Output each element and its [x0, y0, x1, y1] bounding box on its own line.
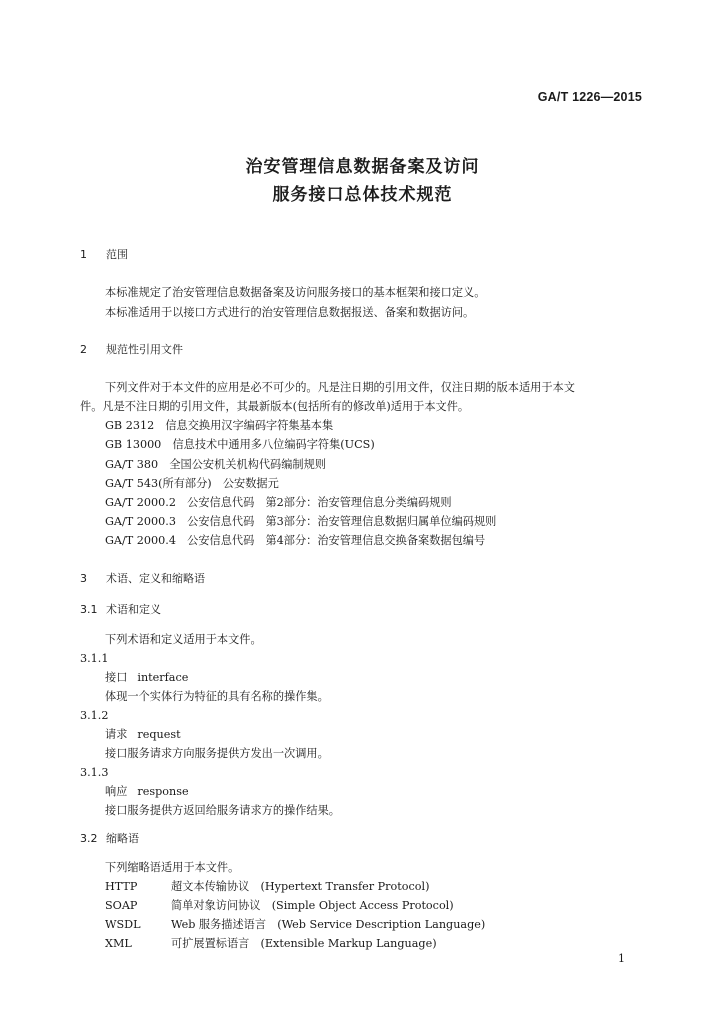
abbreviation-code: HTTP [105, 880, 138, 893]
term-name [105, 785, 189, 799]
abbreviation-code: XML [105, 937, 132, 950]
abbreviation-row [105, 918, 485, 932]
subsection-number: 3.2 [80, 832, 98, 845]
term-definition: 接口服务请求方向服务提供方发出一次调用。 [105, 747, 329, 760]
abbreviation-row [105, 880, 429, 894]
abbreviation-code: WSDL [105, 918, 141, 931]
reference-item: GA/T 380 全国公安机关机构代码编制规则 [105, 458, 326, 471]
term-en: response [137, 785, 189, 798]
term-name [105, 728, 181, 742]
term-en: request [137, 728, 181, 741]
subsection-title: 缩略语 [106, 832, 139, 845]
term-definition: 接口服务提供方返回给服务请求方的操作结果。 [105, 804, 340, 817]
reference-item: GA/T 2000.4 公安信息代码 第4部分：治安管理信息交换备案数据包编号 [105, 534, 486, 547]
subsection-title: 术语和定义 [106, 603, 161, 616]
term-definition: 体现一个实体行为特征的具有名称的操作集。 [105, 690, 329, 703]
abbreviation-row [105, 899, 454, 913]
section-1-paragraph-2: 本标准适用于以接口方式进行的治安管理信息数据报送、备案和数据访问。 [105, 306, 475, 319]
section-number: 1 [80, 248, 87, 261]
reference-item: GB 13000 信息技术中通用多八位编码字符集(UCS) [105, 438, 375, 451]
term-number: 3.1.1 [80, 652, 109, 665]
page-number: 1 [618, 952, 625, 965]
section-title: 术语、定义和缩略语 [106, 572, 205, 585]
term-en: interface [137, 671, 189, 684]
section-title: 范围 [106, 248, 128, 261]
abbreviation-description: 超文本传输协议 (Hypertext Transfer Protocol) [171, 880, 430, 893]
abbreviation-description: 可扩展置标语言 (Extensible Markup Language) [171, 937, 437, 950]
term-zh: 接口 [105, 671, 128, 684]
term-name [105, 671, 188, 685]
subsection-number: 3.1 [80, 603, 98, 616]
section-2-heading [80, 343, 183, 357]
term-number: 3.1.3 [80, 766, 109, 779]
section-number: 2 [80, 343, 87, 356]
section-2-paragraph-line-2: 件。凡是不注日期的引用文件，其最新版本(包括所有的修改单)适用于本文件。 [80, 400, 470, 413]
section-1-paragraph-1: 本标准规定了治安管理信息数据备案及访问服务接口的基本框架和接口定义。 [105, 286, 486, 299]
reference-item: GA/T 543(所有部分) 公安数据元 [105, 477, 279, 490]
section-3-heading [80, 572, 205, 586]
term-zh: 请求 [105, 728, 128, 741]
subsection-3-2-heading [80, 832, 139, 846]
abbreviation-code: SOAP [105, 899, 138, 912]
document-title-line-1: 治安管理信息数据备案及访问 [245, 157, 480, 177]
standard-code: GA/T 1226—2015 [537, 90, 642, 104]
abbreviation-row [105, 937, 437, 951]
reference-item: GA/T 2000.3 公安信息代码 第3部分：治安管理信息数据归属单位编码规则 [105, 515, 497, 528]
section-1-heading [80, 248, 128, 262]
abbreviation-description: Web 服务描述语言 (Web Service Description Language) [171, 918, 486, 931]
term-zh: 响应 [105, 785, 128, 798]
subsection-3-1-intro: 下列术语和定义适用于本文件。 [105, 633, 262, 646]
reference-item: GA/T 2000.2 公安信息代码 第2部分：治安管理信息分类编码规则 [105, 496, 452, 509]
section-title: 规范性引用文件 [106, 343, 183, 356]
subsection-3-1-heading [80, 603, 161, 617]
document-title-line-2: 服务接口总体技术规范 [272, 185, 453, 205]
section-number: 3 [80, 572, 87, 585]
subsection-3-2-intro: 下列缩略语适用于本文件。 [105, 861, 240, 874]
section-2-paragraph-line-1: 下列文件对于本文件的应用是必不可少的。凡是注日期的引用文件，仅注日期的版本适用于本文 [105, 381, 575, 394]
term-number: 3.1.2 [80, 709, 109, 722]
abbreviation-description: 简单对象访问协议 (Simple Object Access Protocol) [171, 899, 454, 912]
reference-item: GB 2312 信息交换用汉字编码字符集基本集 [105, 419, 334, 432]
